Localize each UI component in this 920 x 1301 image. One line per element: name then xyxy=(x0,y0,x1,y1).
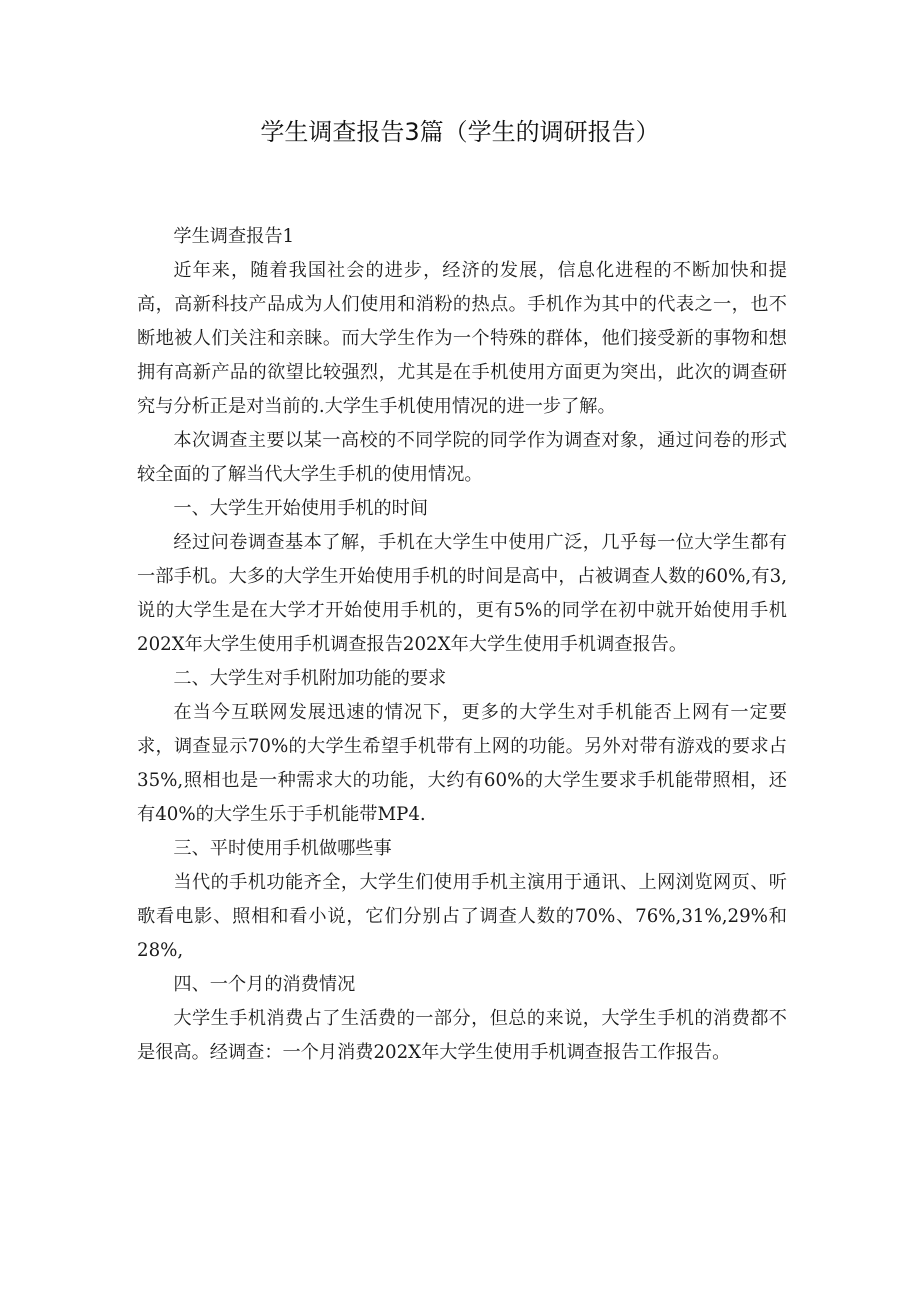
paragraph-extra-features: 在当今互联网发展迅速的情况下，更多的大学生对手机能否上网有一定要求，调查显示70%的大学生希望手机带有上网的功能。另外对带有游戏的要求占35%,照相也是一种需求大的功能，大约有60%的大学生要求手机能带照相，还有40%的大学生乐于手机能带MP4. xyxy=(137,702,787,825)
section-heading-daily-usage: 三、平时使用手机做哪些事 xyxy=(173,838,392,859)
section-heading-monthly-spending: 四、一个月的消费情况 xyxy=(173,974,356,995)
section-heading-extra-features: 二、大学生对手机附加功能的要求 xyxy=(173,668,447,689)
paragraph-intro: 近年来，随着我国社会的进步，经济的发展，信息化进程的不断加快和提高，高新科技产品成为人们使用和消粉的热点。手机作为其中的代表之一，也不断地被人们关注和亲睐。而大学生作为一个特殊的群体，他们接受新的事物和想拥有高新产品的欲望比较强烈，尤其是在手机使用方面更为突出，此次的调查研究与分析正是对当前的.大学生手机使用情况的进一步了解。 xyxy=(137,260,787,417)
paragraph-daily-usage: 当代的手机功能齐全，大学生们使用手机主演用于通讯、上网浏览网页、听歌看电影、照相和看小说，它们分别占了调查人数的70%、76%,31%,29%和28%, xyxy=(137,872,787,961)
paragraph-survey-scope: 本次调查主要以某一高校的不同学院的同学作为调查对象，通过问卷的形式较全面的了解当代大学生手机的使用情况。 xyxy=(137,430,787,485)
document-body xyxy=(137,220,787,1070)
section-heading-report-1: 学生调查报告1 xyxy=(173,226,295,247)
paragraph-start-time: 经过问卷调查基本了解，手机在大学生中使用广泛，几乎每一位大学生都有一部手机。大多的大学生开始使用手机的时间是高中，占被调查人数的60%,有3,说的大学生是在大学才开始使用手机的，更有5%的同学在初中就开始使用手机202X年大学生使用手机调查报告202X年大学生使用手机调查报告。 xyxy=(137,532,787,655)
section-heading-start-time: 一、大学生开始使用手机的时间 xyxy=(173,498,429,519)
paragraph-monthly-spending: 大学生手机消费占了生活费的一部分，但总的来说，大学生手机的消费都不是很高。经调查：一个月消费202X年大学生使用手机调查报告工作报告。 xyxy=(137,1008,787,1063)
document-title: 学生调查报告3篇（学生的调研报告） xyxy=(260,118,660,146)
